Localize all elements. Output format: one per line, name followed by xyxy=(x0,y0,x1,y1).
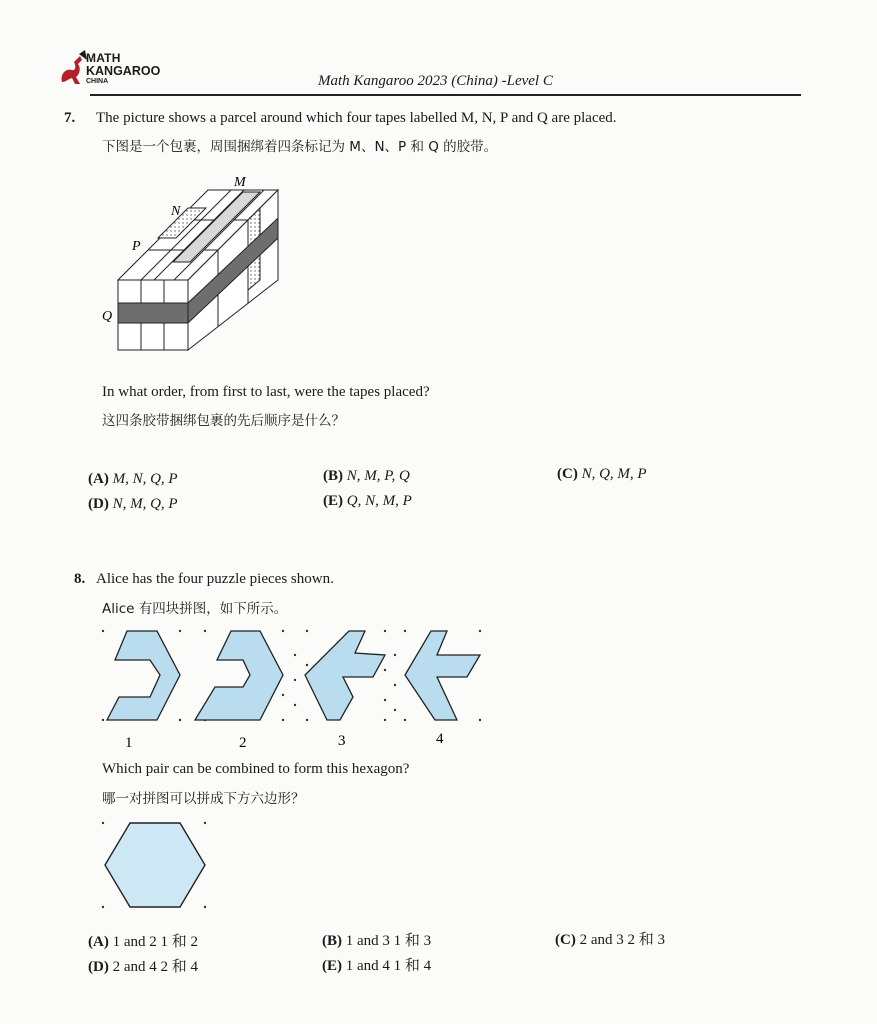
puzzle-piece-1 xyxy=(107,631,180,720)
q8-option-d-text: 2 and 4 2 和 4 xyxy=(112,959,198,975)
q7-option-d-text: N, M, Q, P xyxy=(112,496,178,512)
q8-number: 8. xyxy=(74,571,86,587)
puzzle-pieces xyxy=(107,631,480,720)
q8-option-b[interactable] xyxy=(322,929,431,950)
q8-option-a-text: 1 and 2 1 和 2 xyxy=(112,934,198,950)
q7-option-e-text: Q, N, M, P xyxy=(346,493,412,509)
q8-option-d-letter: (D) xyxy=(88,959,109,975)
q8-option-d[interactable] xyxy=(88,955,198,976)
q8-option-b-text: 1 and 3 1 和 3 xyxy=(345,933,432,949)
piece-label-2: 2 xyxy=(239,735,247,751)
q8-option-e[interactable] xyxy=(322,954,431,975)
q7-text-en: The picture shows a parcel around which four tapes labelled M, N, P and Q are placed. xyxy=(96,110,617,126)
parcel-figure xyxy=(98,170,298,355)
q8-option-c-text: 2 and 3 2 和 3 xyxy=(579,932,665,948)
q7-option-a[interactable] xyxy=(88,471,178,488)
label-p: P xyxy=(132,239,141,254)
q8-option-a-letter: (A) xyxy=(88,934,109,950)
q8-option-c-letter: (C) xyxy=(555,932,576,948)
q7-option-b[interactable] xyxy=(323,468,410,485)
math-kangaroo-logo xyxy=(58,48,188,88)
logo-line3: CHINA xyxy=(86,78,109,85)
q7-option-c[interactable] xyxy=(557,466,647,483)
piece-label-4: 4 xyxy=(436,731,444,747)
q7-text-cn: 下图是一个包裹，周围捆绑着四条标记为 M、N、P 和 Q 的胶带。 xyxy=(102,139,498,155)
header-title: Math Kangaroo 2023 (China) -Level C xyxy=(318,73,553,89)
puzzle-piece-3 xyxy=(305,631,385,720)
q7-option-d[interactable] xyxy=(88,496,178,513)
q7-option-a-letter: (A) xyxy=(88,471,109,487)
piece-label-1: 1 xyxy=(125,735,133,751)
q8-option-a[interactable] xyxy=(88,930,198,951)
q7-option-b-text: N, M, P, Q xyxy=(346,468,410,484)
piece-label-3: 3 xyxy=(338,733,346,749)
q8-question-cn: 哪一对拼图可以拼成下方六边形？ xyxy=(102,791,305,807)
q7-option-b-letter: (B) xyxy=(323,468,343,484)
label-q: Q xyxy=(102,309,113,324)
q8-option-e-text: 1 and 4 1 和 4 xyxy=(345,958,432,974)
hexagon xyxy=(105,823,205,907)
label-n: N xyxy=(171,204,181,219)
q8-question-en: Which pair can be combined to form this hexagon? xyxy=(102,761,410,777)
q8-text-en: Alice has the four puzzle pieces shown. xyxy=(96,571,334,587)
tape-q-front xyxy=(118,303,188,323)
q7-option-e-letter: (E) xyxy=(323,493,343,509)
hexagon-figure xyxy=(95,815,215,915)
puzzle-piece-4 xyxy=(405,631,480,720)
q7-option-c-text: N, Q, M, P xyxy=(581,466,647,482)
q8-option-c[interactable] xyxy=(555,928,665,949)
q8-text-cn: Alice 有四块拼图，如下所示。 xyxy=(102,601,288,617)
q8-option-b-letter: (B) xyxy=(322,933,342,949)
q7-option-a-text: M, N, Q, P xyxy=(112,471,178,487)
puzzle-piece-2 xyxy=(195,631,283,720)
kangaroo-icon xyxy=(58,48,88,88)
q7-option-e[interactable] xyxy=(323,493,412,510)
q8-option-e-letter: (E) xyxy=(322,958,342,974)
label-m: M xyxy=(234,175,246,190)
q7-question-en: In what order, from first to last, were the tapes placed? xyxy=(102,384,430,400)
logo-line1: MATH xyxy=(86,51,121,65)
q7-option-d-letter: (D) xyxy=(88,496,109,512)
puzzle-pieces-figure xyxy=(95,625,490,753)
q7-option-c-letter: (C) xyxy=(557,466,578,482)
q7-number: 7. xyxy=(64,110,76,126)
q7-question-cn: 这四条胶带捆绑包裹的先后顺序是什么？ xyxy=(102,413,345,429)
logo-line2: KANGAROO xyxy=(86,64,161,78)
header-divider xyxy=(90,94,801,96)
